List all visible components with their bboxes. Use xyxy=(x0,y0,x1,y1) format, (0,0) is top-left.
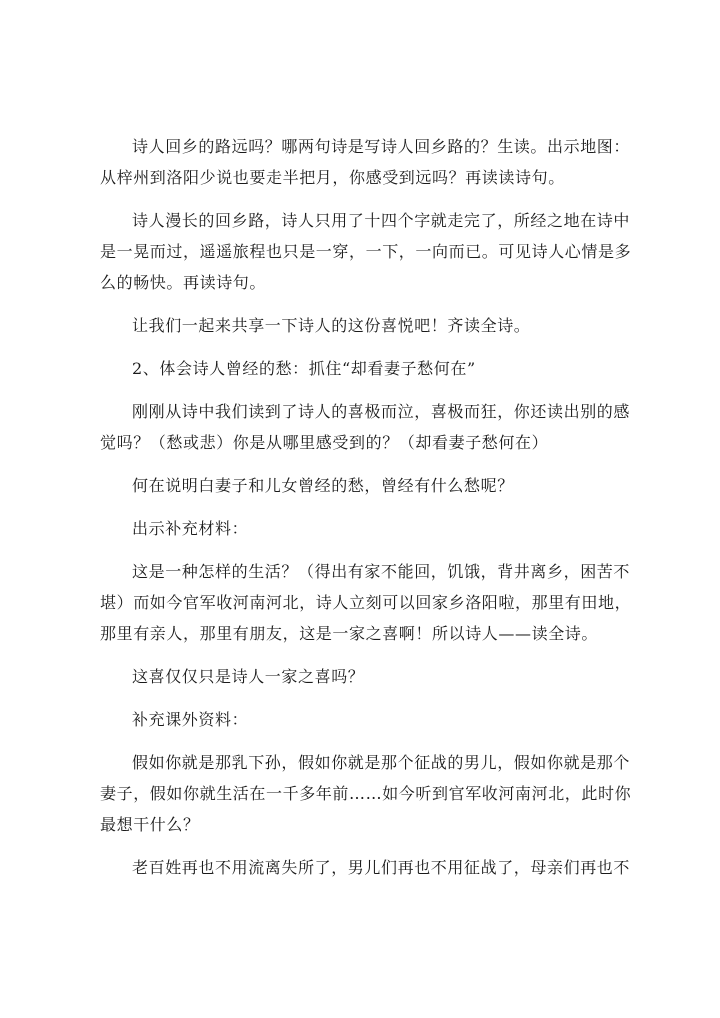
text-line: 假如你就是那乳下孙，假如你就是那个征战的男儿，假如你就是那个 xyxy=(132,753,631,772)
text-line: 出示补充材料： xyxy=(132,519,249,538)
paragraph xyxy=(100,310,640,341)
text-line: 何在说明白妻子和儿女曾经的愁，曾经有什么愁呢？ xyxy=(132,476,514,495)
paragraph xyxy=(100,396,640,458)
paragraph xyxy=(100,852,640,883)
text-line: 那里有亲人，那里有朋友，这是一家之喜啊！所以诗人——读全诗。 xyxy=(100,624,599,643)
text-line: 觉吗？（愁或悲）你是从哪里感受到的？（却看妻子愁何在） xyxy=(100,433,549,452)
text-line: 是一晃而过，遥遥旅程也只是一穿，一下，一向而已。可见诗人心情是多 xyxy=(100,242,632,261)
text-line: 2、体会诗人曾经的愁：抓住“却看妻子愁何在” xyxy=(132,359,476,378)
document-body xyxy=(100,131,640,895)
paragraph xyxy=(100,470,640,501)
text-line: 诗人回乡的路远吗？哪两句诗是写诗人回乡路的？生读。出示地图： xyxy=(132,137,631,156)
paragraph xyxy=(100,747,640,840)
text-line: 最想干什么？ xyxy=(100,815,200,834)
text-line: 补充课外资料： xyxy=(132,710,249,729)
text-line: 么的畅快。再读诗句。 xyxy=(100,273,267,292)
paragraph xyxy=(100,205,640,298)
paragraph xyxy=(100,131,640,193)
text-line: 这是一种怎样的生活？（得出有家不能回，饥饿，背井离乡，困苦不 xyxy=(132,562,631,581)
text-line: 从梓州到洛阳少说也要走半把月，你感受到远吗？再读读诗句。 xyxy=(100,168,565,187)
text-line: 堪）而如今官军收河南河北，诗人立刻可以回家乡洛阳啦，那里有田地， xyxy=(100,593,632,612)
paragraph xyxy=(100,556,640,649)
text-line: 妻子，假如你就生活在一千多年前……如今听到官军收河南河北，此时你 xyxy=(100,784,632,803)
text-line: 刚刚从诗中我们读到了诗人的喜极而泣，喜极而狂，你还读出别的感 xyxy=(132,402,631,421)
text-line: 诗人漫长的回乡路，诗人只用了十四个字就走完了，所经之地在诗中 xyxy=(132,211,631,230)
paragraph xyxy=(100,353,640,384)
text-line: 老百姓再也不用流离失所了，男儿们再也不用征战了，母亲们再也不 xyxy=(132,858,631,877)
text-line: 让我们一起来共享一下诗人的这份喜悦吧！齐读全诗。 xyxy=(132,316,531,335)
text-line: 这喜仅仅只是诗人一家之喜吗？ xyxy=(132,667,365,686)
paragraph xyxy=(100,704,640,735)
paragraph xyxy=(100,513,640,544)
paragraph xyxy=(100,661,640,692)
